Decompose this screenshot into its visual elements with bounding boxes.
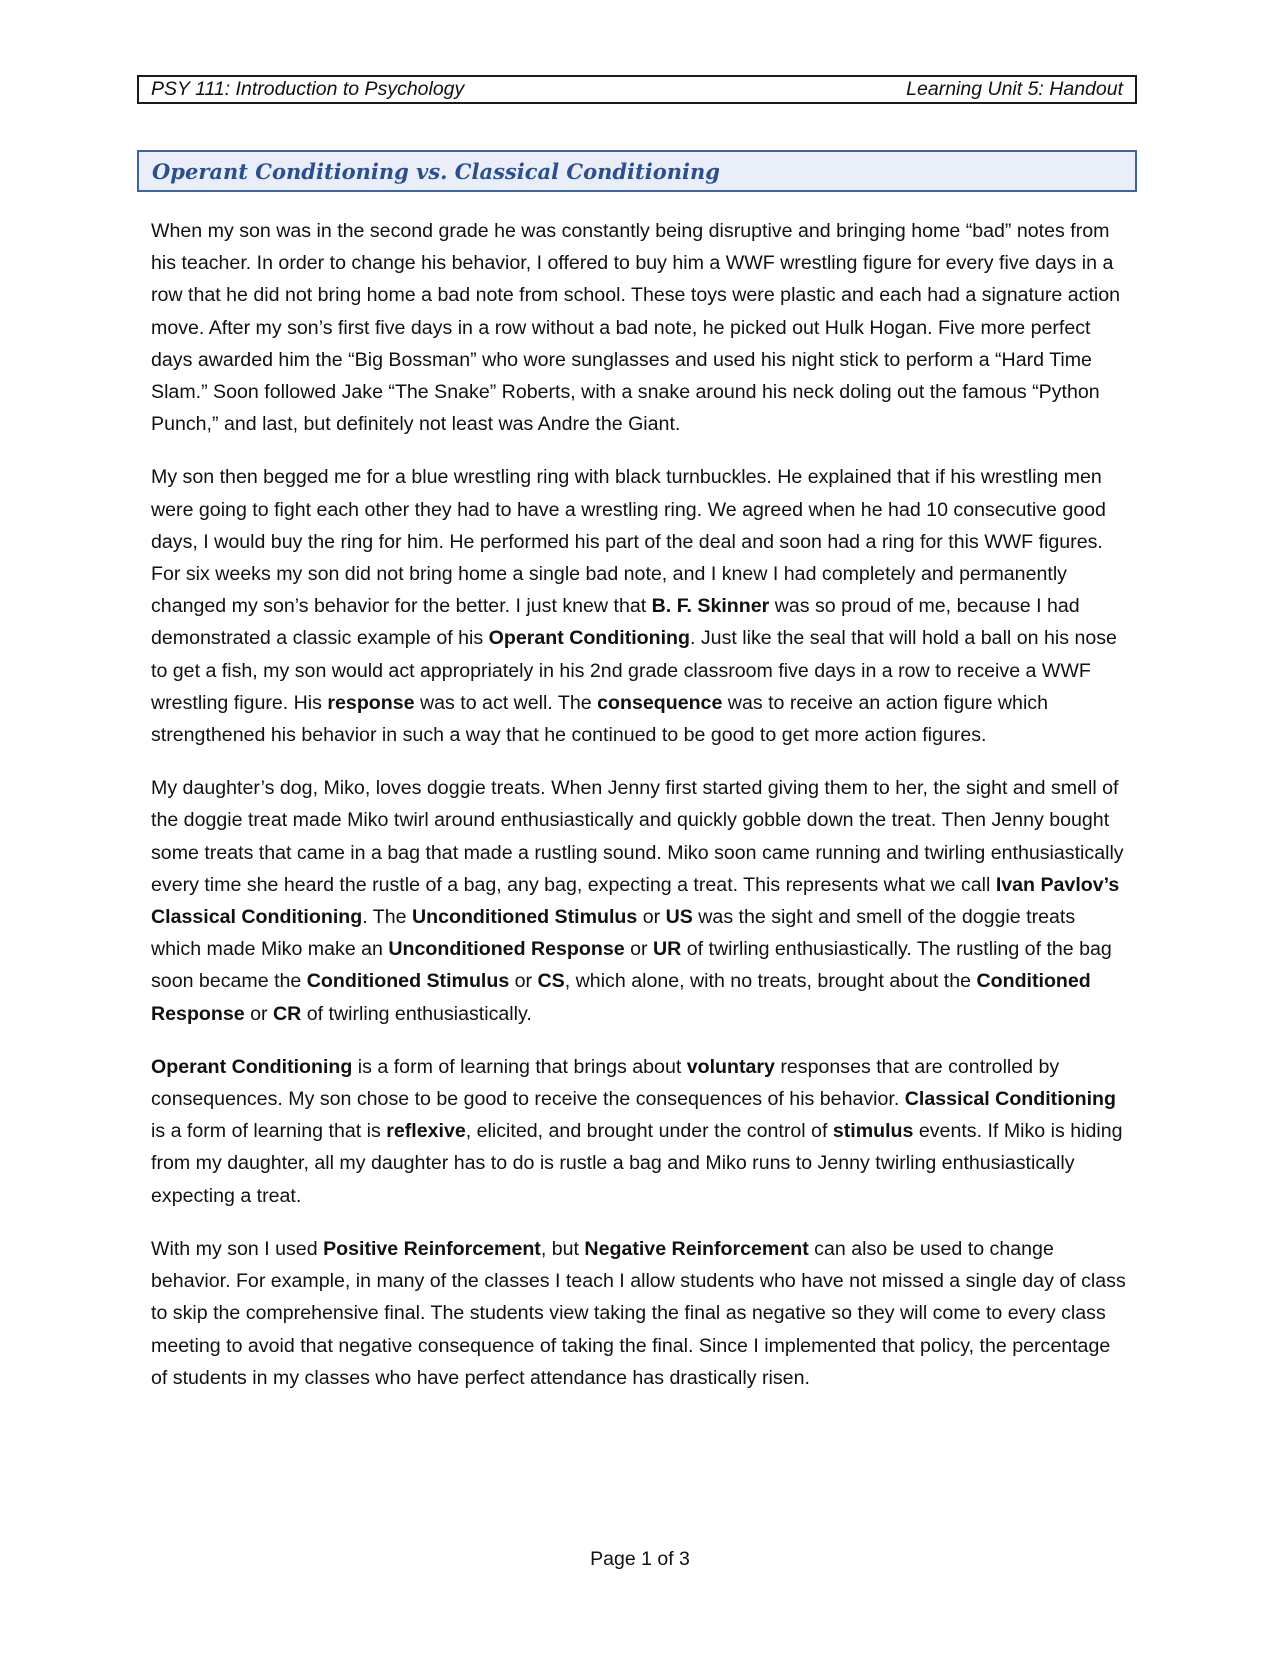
section-title: Operant Conditioning vs. Classical Conditioning	[152, 158, 720, 184]
text-run: , which alone, with no treats, brought about the	[564, 970, 977, 993]
text-run: can also be used to change behavior. For example, in many of the classes I teach I allow students who have not missed a single day of class to skip the comprehensive final. The students view taking the final as negative so they will come to every class meeting to avoid that negative consequence of taking the final. Since I implemented that policy, the percentage of students in my classes who have perfect attendance has drastically risen.	[151, 1237, 1126, 1389]
document-body	[151, 215, 1126, 1415]
text-run: , elicited, and brought under the control of	[465, 1120, 833, 1143]
paragraph-4	[151, 1051, 1126, 1212]
bold-term: Positive Reinforcement	[323, 1237, 541, 1260]
bold-term: CS	[537, 970, 565, 993]
bold-term: Classical Conditioning	[904, 1088, 1116, 1111]
paragraph-5	[151, 1233, 1126, 1394]
page-header	[137, 75, 1137, 104]
bold-term: B. F. Skinner	[651, 595, 770, 618]
paragraph-1	[151, 215, 1126, 440]
course-title: PSY 111: Introduction to Psychology	[151, 78, 465, 100]
bold-term: stimulus	[832, 1120, 914, 1143]
paragraph-3	[151, 772, 1126, 1030]
bold-term: Operant Conditioning	[151, 1055, 353, 1078]
page-footer	[0, 1548, 1280, 1571]
text-run: or	[624, 938, 653, 961]
unit-label: Learning Unit 5: Handout	[906, 78, 1123, 100]
text-run: . Just like the seal that will hold a ball on his nose to get a fish, my son would act appropriately in his 2nd grade classroom five days in a row to receive a WWF wrestling figure. His	[151, 627, 1117, 714]
text-run: responses that are controlled by consequences. My son chose to be good to receive the consequences of his behavior.	[151, 1055, 1060, 1111]
page-number: Page 1 of 3	[590, 1548, 690, 1570]
bold-term: Negative Reinforcement	[584, 1237, 809, 1260]
bold-term: Unconditioned Stimulus	[411, 906, 638, 929]
bold-term: CR	[272, 1002, 302, 1025]
text-run: was to act well. The	[414, 691, 598, 714]
paragraph-2	[151, 461, 1126, 751]
bold-term: reflexive	[386, 1120, 466, 1143]
text-run: or	[244, 1002, 273, 1025]
bold-term: consequence	[597, 691, 723, 714]
text-run: With my son I used	[151, 1237, 324, 1260]
text-run: . The	[362, 906, 412, 929]
bold-term: response	[327, 691, 415, 714]
bold-term: Ivan Pavlov’s Classical Conditioning	[151, 873, 1120, 929]
bold-term: Unconditioned Response	[388, 938, 625, 961]
text-run: My son then begged me for a blue wrestling ring with black turnbuckles. He explained that if his wrestling men were going to fight each other they had to have a wrestling ring. We agreed when he had 10 consecutive good days, I would buy the ring for him. He performed his part of the deal and soon had a ring for this WWF figures. For six weeks my son did not bring home a single bad note, and I knew I had completely and permanently changed my son’s behavior for the better. I just knew that	[151, 466, 1106, 618]
bold-term: Conditioned Response	[151, 970, 1091, 1025]
text-run: , but	[540, 1237, 585, 1260]
text-run: was to receive an action figure which strengthened his behavior in such a way that he continued to be good to get more action figures.	[151, 691, 1049, 747]
section-title-box	[137, 150, 1137, 192]
text-run: was so proud of me, because I had demonstrated a classic example of his	[151, 595, 1080, 650]
text-run: is a form of learning that is	[151, 1120, 387, 1143]
bold-term: Conditioned Stimulus	[306, 970, 510, 993]
bold-term: Operant Conditioning	[488, 627, 690, 650]
text-run: or	[509, 970, 538, 993]
text-run: is a form of learning that brings about	[352, 1055, 687, 1078]
text-run: My daughter’s dog, Miko, loves doggie treats. When Jenny first started giving them to her, the sight and smell of the doggie treat made Miko twirl around enthusiastically and quickly gobble down the treat. Then Jenny bought some treats that came in a bag that made a rustling sound. Miko soon came running and twirling enthusiastically every time she heard the rustle of a bag, any bag, expecting a treat. This represents what we call	[151, 777, 1124, 896]
text-run: or	[637, 906, 666, 929]
bold-term: UR	[652, 938, 682, 961]
text-run: events. If Miko is hiding from my daughter, all my daughter has to do is rustle a bag and Miko runs to Jenny twirling enthusiastically expecting a treat.	[151, 1120, 1123, 1207]
text-run: When my son was in the second grade he was constantly being disruptive and bringing home “bad” notes from his teacher. In order to change his behavior, I offered to buy him a WWF wrestling figure for every five days in a row that he did not bring home a bad note from school. These toys were plastic and each had a signature action move. After my son’s first five days in a row without a bad note, he picked out Hulk Hogan. Five more perfect days awarded him the “Big Bossman” who wore sunglasses and used his night stick to perform a “Hard Time Slam.” Soon followed Jake “The Snake” Roberts, with a snake around his neck doling out the famous “Python Punch,” and last, but definitely not least was Andre the Giant.	[151, 220, 1121, 436]
text-run: was the sight and smell of the doggie treats which made Miko make an	[151, 906, 1076, 961]
bold-term: voluntary	[686, 1055, 775, 1078]
text-run: of twirling enthusiastically. The rustling of the bag soon became the	[151, 938, 1112, 993]
bold-term: US	[665, 906, 693, 929]
text-run: of twirling enthusiastically.	[301, 1002, 532, 1025]
